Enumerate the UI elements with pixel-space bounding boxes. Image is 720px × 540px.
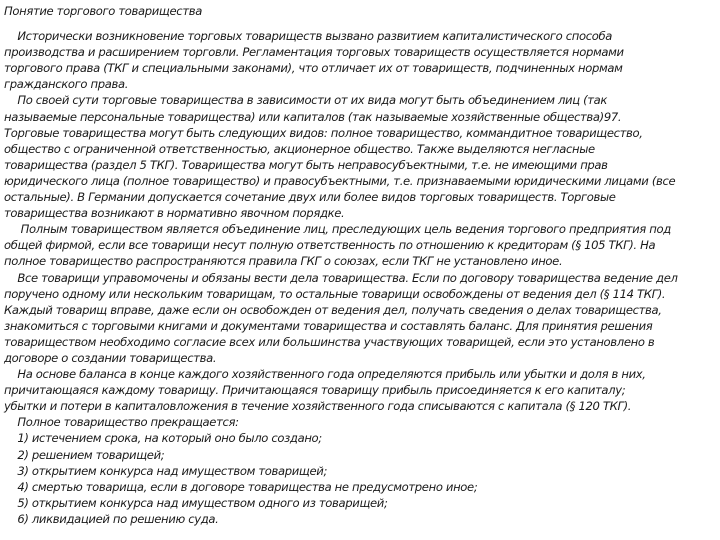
text-line: 2) решением товарищей; — [4, 447, 165, 462]
text-line: 3) открытием конкурса над имуществом товарищей; — [4, 463, 327, 478]
text-line: полное товарищество распространяются правила ГКГ о союзах, если ТКГ не установлено иное. — [4, 254, 563, 269]
text-line: 6) ликвидацией по решению суда. — [4, 511, 219, 526]
text-line: товарищества возникают в нормативно явочном порядке. — [4, 206, 345, 221]
text-line: называемые персональные товарищества) или капиталов (так называемые хозяйственные общества)97. — [4, 109, 622, 124]
text-line: Полным товариществом является объединение лиц, преследующих цель ведения торгового предприятия под — [4, 222, 671, 237]
document-body — [4, 28, 708, 527]
text-line: Каждый товарищ вправе, даже если он освобожден от ведения дел, получать сведения о делах товарищества, — [4, 302, 662, 317]
text-line: убытки и потери в капиталовложения в течение хозяйственного года списываются с капитала (§ 120 ТКГ). — [4, 399, 632, 414]
text-line: На основе баланса в конце каждого хозяйственного года определяются прибыль или убытки и доля в них, — [4, 367, 646, 382]
text-line: договоре о создании товарищества. — [4, 350, 217, 365]
text-line: производства и расширением торговли. Регламентация торговых товариществ осуществляется нормами — [4, 45, 624, 60]
text-line: остальные). В Германии допускается сочетание двух или более видов торговых товариществ. Торговые — [4, 190, 616, 205]
text-line: Все товарищи управомочены и обязаны вести дела товарищества. Если по договору товарищества ведение дел — [4, 270, 678, 285]
text-line: 5) открытием конкурса над имуществом одного из товарищей; — [4, 495, 388, 510]
text-line: Торговые товарищества могут быть следующих видов: полное товарищество, коммандитное товарищество, — [4, 125, 643, 140]
text-line: Исторически возникновение торговых товариществ вызвано развитием капиталистического способа — [4, 29, 613, 44]
text-line: 1) истечением срока, на который оно было создано; — [4, 431, 322, 446]
text-line: Полное товарищество прекращается: — [4, 415, 239, 430]
text-line: причитающаяся каждому товарищу. Причитающаяся товарищу прибыль присоединяется к его капиталу; — [4, 383, 626, 398]
page-title: Понятие торгового товарищества — [4, 4, 202, 18]
text-line: товариществом необходимо согласие всех или большинства участвующих товарищей, если это установлено в — [4, 334, 655, 349]
text-line: По своей сути торговые товарищества в зависимости от их вида могут быть объединением лиц (так — [4, 93, 608, 108]
text-line: 4) смертью товарища, если в договоре товарищества не предусмотрено иное; — [4, 479, 478, 494]
text-line: общей фирмой, если все товарищи несут полную ответственность по отношению к кредиторам (§ 105 ТКГ). На — [4, 238, 656, 253]
text-line: общество с ограниченной ответственностью, акционерное общество. Также выделяются негласные — [4, 141, 595, 156]
text-line: поручено одному или нескольким товарищам, то остальные товарищи освобождены от ведения дел (§ 114 ТКГ). — [4, 286, 666, 301]
text-line: гражданского права. — [4, 77, 129, 92]
text-line: юридического лица (полное товарищество) и правосубъектными, т.е. признаваемыми юридическими лицами (все — [4, 173, 676, 188]
text-line: товарищества (раздел 5 ТКГ). Товарищества могут быть неправосубъектными, т.е. не имеющими прав — [4, 157, 608, 172]
text-line: знакомиться с торговыми книгами и документами товарищества и составлять баланс. Для принятия решения — [4, 318, 653, 333]
text-line: торгового права (ТКГ и специальными законами), что отличает их от товариществ, подчиненных нормам — [4, 61, 623, 76]
